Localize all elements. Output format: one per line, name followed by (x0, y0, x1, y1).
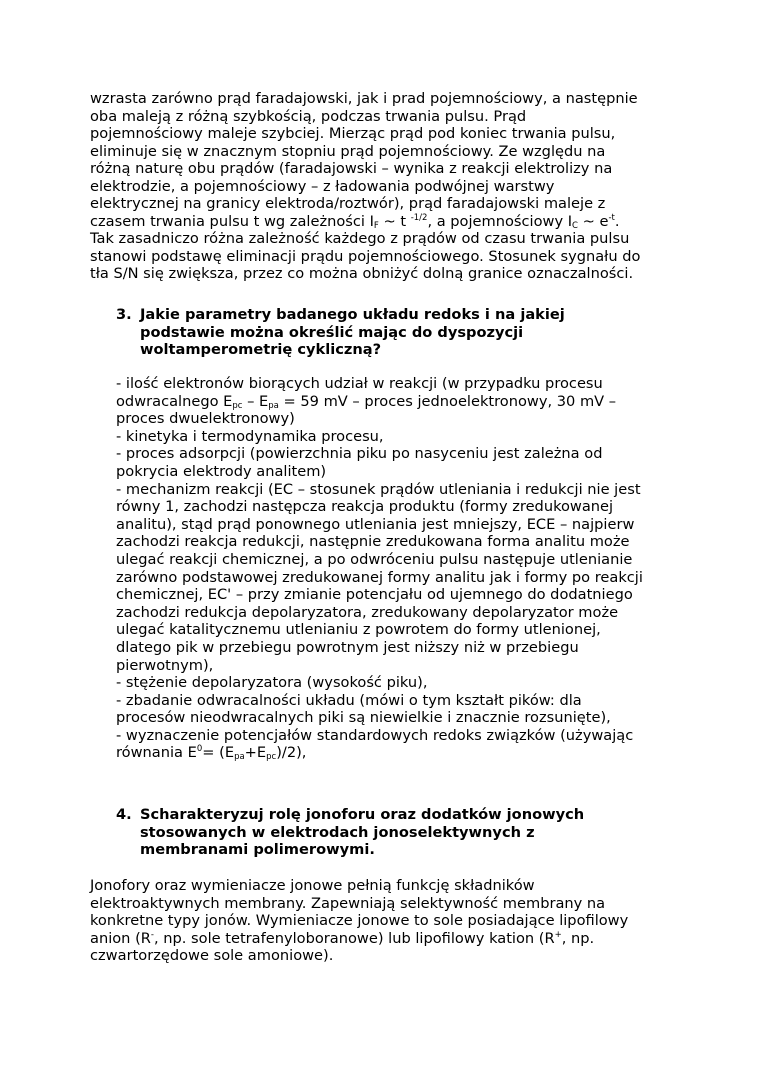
heading-line: stosowanych w elektrodach jonoselektywnych z (140, 823, 535, 841)
text-line: konkretne typy jonów. Wymieniacze jonowe to sole posiadające lipofilowy (90, 912, 629, 929)
text-line: elektrodzie, a pojemnościowy – z ładowania podwójnej warstwy (90, 177, 555, 195)
question-number: 4. (116, 806, 132, 823)
list-line: - zbadanie odwracalności układu (mówi o tym kształt pików: dla (116, 691, 582, 709)
text-segment: +E (244, 744, 267, 762)
text-line: Jonofory oraz wymieniacze jonowe pełnią funkcję składników (90, 877, 535, 894)
text-segment: anion (R (90, 929, 151, 947)
superscript: -t (608, 212, 615, 223)
list-line: zachodzi redukcja depolaryzatora, zredukowany depolaryzator może (116, 603, 619, 621)
superscript: - (150, 929, 154, 940)
list-line-formula (116, 393, 676, 411)
superscript: -1/2 (410, 212, 428, 223)
text-segment: odwracalnego E (116, 392, 233, 410)
list-line: pierwotnym), (116, 656, 214, 674)
list-line: - wyznaczenie potencjałów standardowych redoks związków (używając (116, 726, 634, 744)
list-line: ulegać katalitycznemu utlenianiu z powrotem do formy utlenionej, (116, 621, 601, 639)
list-line-formula (116, 744, 676, 762)
list-line: zachodzi reakcja redukcji, następnie zredukowana forma analitu może (116, 533, 630, 551)
subscript: pa (234, 752, 245, 763)
text-line: eliminuje się w znacznym stopniu prąd pojemnościowy. Ze względu na (90, 142, 606, 160)
list-line: analitu), stąd prąd ponownego utleniania jest mniejszy, ECE – najpierw (116, 515, 635, 533)
text-segment: = 59 mV – proces jednoelektronowy, 30 mV – (278, 392, 617, 410)
text-line: elektroaktywnych membrany. Zapewniają selektywność membrany na (90, 894, 606, 912)
text-line: oba maleją z różną szybkością, podczas trwania pulsu. Prąd (90, 107, 527, 125)
subscript: C (572, 220, 578, 231)
heading-line: membranami polimerowymi. (140, 841, 375, 858)
text-segment: , np. sole tetrafenyloboranowe) lub lipofilowy kation (R (153, 929, 555, 947)
question-number: 3. (116, 306, 132, 323)
heading-line: woltamperometrię cykliczną? (140, 341, 382, 358)
text-segment: – E (242, 392, 269, 410)
list-line: pokrycia elektrody analitem) (116, 462, 327, 480)
text-segment: czasem trwania pulsu t wg zależności I (90, 212, 374, 230)
superscript: + (554, 929, 562, 940)
list-line: ulegać reakcji chemicznej, a po odwróceniu pulsu następuje utlenianie (116, 550, 633, 568)
intro-paragraph (90, 90, 680, 283)
text-segment: )/2), (276, 744, 307, 762)
superscript: 0 (196, 744, 203, 755)
list-line: równy 1, zachodzi następcza reakcja produktu (formy zredukowanej (116, 498, 614, 516)
text-segment: równania E (116, 744, 197, 762)
list-line: dlatego pik w przebiegu powrotnym jest niższy niż w przebiegu (116, 638, 579, 656)
text-line: czwartorzędowe sole amoniowe). (90, 947, 334, 964)
list-line: chemicznej, EC' – przy zmianie potencjału od ujemnego do dodatniego (116, 586, 633, 604)
text-line: wzrasta zarówno prąd faradajowski, jak i prad pojemnościowy, a następnie (90, 90, 638, 107)
list-line: proces dwuelektronowy) (116, 410, 295, 428)
list-line: - mechanizm reakcji (EC – stosunek prądów utleniania i redukcji nie jest (116, 480, 641, 498)
text-segment: ~ t (378, 212, 411, 230)
list-line: - kinetyka i termodynamika procesu, (116, 427, 384, 445)
answer-4-paragraph (90, 877, 680, 965)
text-line: Tak zasadniczo różna zależność każdego z prądów od czasu trwania pulsu (90, 230, 630, 247)
list-line: procesów nieodwracalnych piki są niewielkie i znacznie rozsunięte), (116, 709, 611, 727)
list-line: - stężenie depolaryzatora (wysokość piku), (116, 674, 428, 692)
heading-line: podstawie można określić mając do dyspozycji (140, 323, 524, 341)
heading-line: Jakie parametry badanego układu redoks i na jakiej (140, 306, 565, 323)
text-line-formula (90, 213, 680, 231)
text-segment: , np. (561, 929, 595, 947)
subscript: pa (268, 400, 279, 411)
question-3-answer-list (116, 375, 676, 762)
text-line: pojemnościowy maleje szybciej. Mierząc prąd pod koniec trwania pulsu, (90, 125, 616, 142)
subscript: pc (266, 752, 277, 763)
text-line: stanowi podstawę eliminacji prądu pojemnościowego. Stosunek sygnału do (90, 247, 641, 265)
question-4-heading (116, 806, 676, 859)
question-3-heading (116, 306, 676, 359)
list-line: - ilość elektronów biorących udział w reakcji (w przypadku procesu (116, 375, 603, 392)
text-segment: . (614, 212, 620, 230)
subscript: F (373, 220, 379, 231)
text-segment: = (E (202, 744, 235, 762)
list-line: - proces adsorpcji (powierzchnia piku po nasyceniu jest zależna od (116, 445, 603, 463)
text-segment: ~ e (577, 212, 609, 230)
text-segment: , a pojemnościowy I (427, 212, 573, 230)
text-line: elektrycznej na granicy elektroda/roztwór), prąd faradajowski maleje z (90, 195, 606, 212)
subscript: pc (232, 400, 243, 411)
list-line: zarówno podstawowej zredukowanej formy analitu jak i formy po reakcji (116, 568, 643, 586)
heading-line: Scharakteryzuj rolę jonoforu oraz dodatków jonowych (140, 806, 585, 823)
text-line: tła S/N się zwiększa, przez co można obniżyć dolną granice oznaczalności. (90, 265, 634, 282)
text-line: różną naturę obu prądów (faradajowski – wynika z reakcji elektrolizy na (90, 160, 613, 177)
text-line-formula (90, 930, 680, 948)
